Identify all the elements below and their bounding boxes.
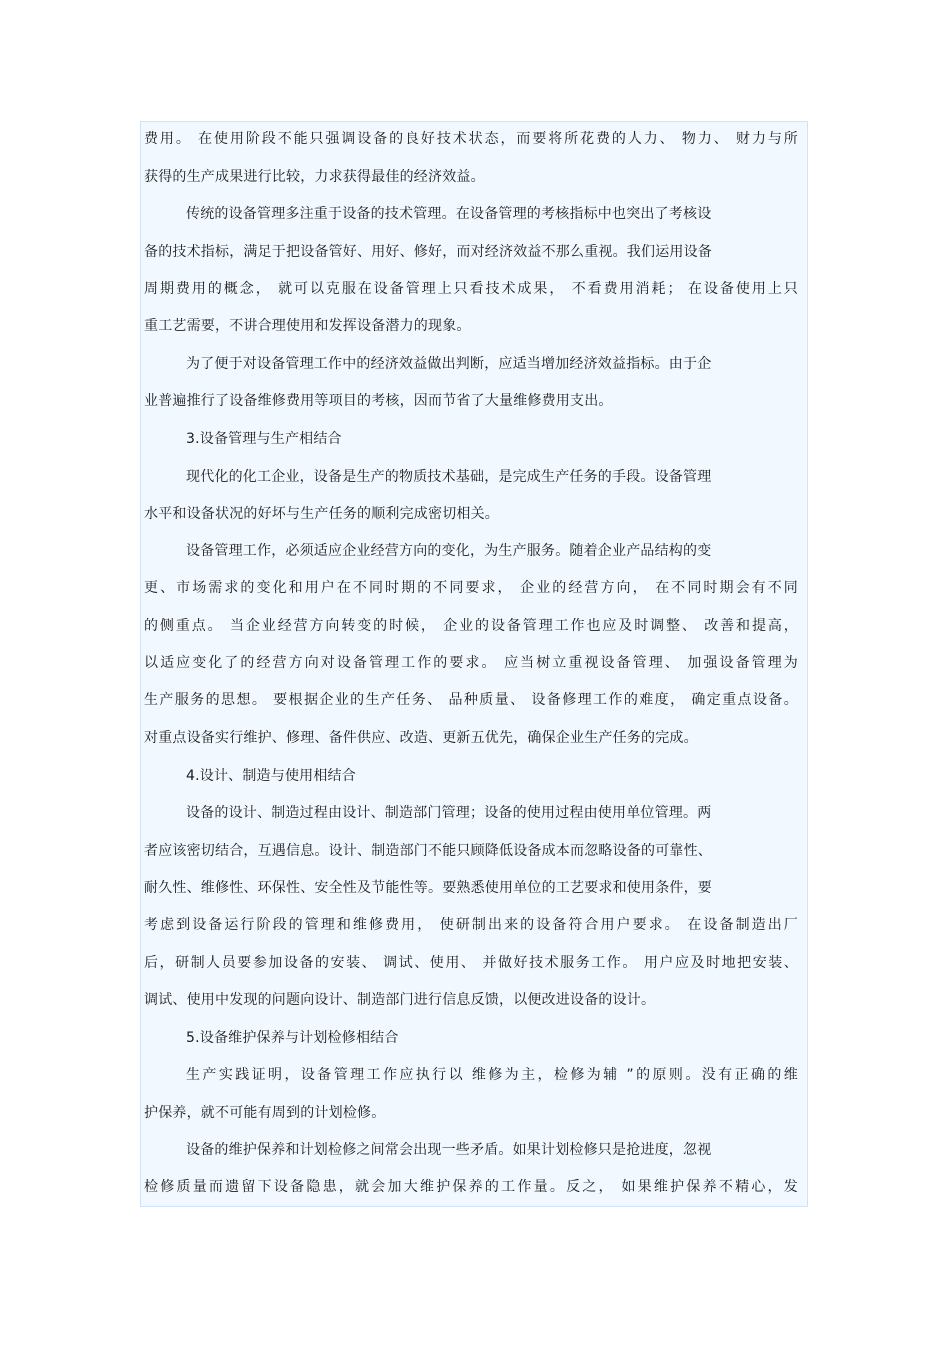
section-heading: 4.设计、制造与使用相结合 — [186, 768, 356, 784]
text-line: 现代化的化工企业，设备是生产的物质技术基础，是完成生产任务的手段。设备管理 — [186, 469, 712, 485]
text-line: 后，研制人员要参加设备的安装、 调试、使用、 并做好技术服务工作。 用户应及时地把安装、 — [144, 955, 798, 971]
text-line: 护保养，就不可能有周到的计划检修。 — [144, 1105, 386, 1121]
text-line: 耐久性、维修性、环保性、安全性及节能性等。要熟悉使用单位的工艺要求和使用条件，要 — [144, 880, 712, 896]
text-line: 获得的生产成果进行比较，力求获得最佳的经济效益。 — [144, 169, 485, 185]
text-line: 传统的设备管理多注重于设备的技术管理。在设备管理的考核指标中也突出了考核设 — [186, 206, 712, 222]
text-line: 设备的维护保养和计划检修之间常会出现一些矛盾。如果计划检修只是抢进度，忽视 — [186, 1142, 712, 1158]
text-line: 备的技术指标，满足于把设备管好、用好、修好，而对经济效益不那么重视。我们运用设备 — [144, 244, 712, 260]
text-line: 更、市场需求的变化和用户在不同时期的不同要求， 企业的经营方向， 在不同时期会有不同 — [144, 580, 798, 596]
text-line: 重工艺需要，不讲合理使用和发挥设备潜力的现象。 — [144, 318, 471, 334]
text-line: 业普遍推行了设备维修费用等项目的考核，因而节省了大量维修费用支出。 — [144, 393, 613, 409]
text-line: 费用。 在使用阶段不能只强调设备的良好技术状态，而要将所花费的人力、 物力、 财力与所 — [144, 131, 798, 147]
text-line: 生产服务的思想。 要根据企业的生产任务、 品种质量、 设备修理工作的难度， 确定重点设备。 — [144, 692, 798, 708]
text-line: 以适应变化了的经营方向对设备管理工作的要求。 应当树立重视设备管理、 加强设备管理为 — [144, 655, 798, 671]
text-line: 考虑到设备运行阶段的管理和维修费用， 使研制出来的设备符合用户要求。 在设备制造出厂 — [144, 917, 798, 933]
text-line: 为了便于对设备管理工作中的经济效益做出判断，应适当增加经济效益指标。由于企 — [186, 356, 712, 372]
text-line: 生产实践证明，设备管理工作应执行以 维修为主，检修为辅 ”的原则。没有正确的维 — [186, 1067, 798, 1083]
text-line: 水平和设备状况的好坏与生产任务的顺利完成密切相关。 — [144, 506, 499, 522]
section-heading: 5.设备维护保养与计划检修相结合 — [186, 1030, 399, 1046]
text-line: 对重点设备实行维护、修理、备件供应、改造、更新五优先，确保企业生产任务的完成。 — [144, 730, 698, 746]
text-line: 调试、使用中发现的问题向设计、制造部门进行信息反馈，以便改进设备的设计。 — [144, 992, 656, 1008]
text-line: 设备的设计、制造过程由设计、制造部门管理；设备的使用过程由使用单位管理。两 — [186, 805, 712, 821]
text-line: 设备管理工作，必须适应企业经营方向的变化，为生产服务。随着企业产品结构的变 — [186, 543, 712, 559]
text-line: 检修质量而遗留下设备隐患，就会加大维护保养的工作量。反之， 如果维护保养不精心，发 — [144, 1179, 798, 1195]
text-line: 的侧重点。 当企业经营方向转变的时候， 企业的设备管理工作也应及时调整、 改善和提高， — [144, 618, 798, 634]
text-line: 者应该密切结合，互遇信息。设计、制造部门不能只顾降低设备成本而忽略设备的可靠性、 — [144, 843, 712, 859]
text-line: 周期费用的概念， 就可以克服在设备管理上只看技术成果， 不看费用消耗； 在设备使用上只 — [144, 281, 798, 297]
section-heading: 3.设备管理与生产相结合 — [186, 431, 342, 447]
